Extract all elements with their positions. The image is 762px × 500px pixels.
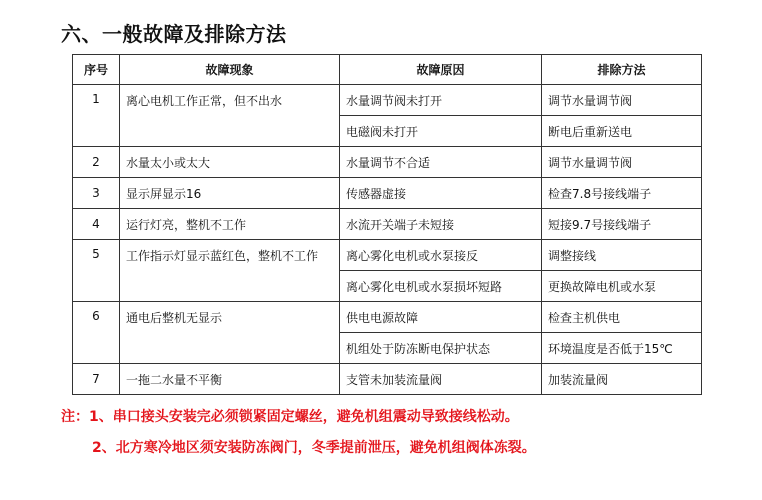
table-row (73, 302, 702, 333)
page-title: 六、一般故障及排除方法 (61, 22, 287, 46)
row-fix: 检查7.8号接线端子 (542, 178, 702, 209)
row-cause: 支管未加装流量阀 (340, 364, 542, 395)
row-symptom: 工作指示灯显示蓝红色，整机不工作 (120, 240, 340, 302)
row-cause: 水量调节不合适 (340, 147, 542, 178)
row-symptom: 水量太小或太大 (120, 147, 340, 178)
row-fix: 环境温度是否低于15℃ (542, 333, 702, 364)
row-no: 2 (73, 147, 120, 178)
row-cause: 传感器虚接 (340, 178, 542, 209)
row-symptom: 显示屏显示16 (120, 178, 340, 209)
row-symptom: 离心电机工作正常，但不出水 (120, 85, 340, 147)
row-cause: 离心雾化电机或水泵损坏短路 (340, 271, 542, 302)
table-row (73, 209, 702, 240)
row-no: 3 (73, 178, 120, 209)
header-cause: 故障原因 (340, 55, 542, 85)
note-1: 注：1、串口接头安装完必须锁紧固定螺丝，避免机组震动导致接线松动。 (61, 409, 519, 425)
row-fix: 加装流量阀 (542, 364, 702, 395)
row-no: 5 (73, 240, 120, 302)
row-fix: 短接9.7号接线端子 (542, 209, 702, 240)
row-cause: 电磁阀未打开 (340, 116, 542, 147)
row-fix: 调节水量调节阀 (542, 147, 702, 178)
table-row (73, 364, 702, 395)
header-fix: 排除方法 (542, 55, 702, 85)
header-no: 序号 (73, 55, 120, 85)
table-header-row (73, 55, 702, 85)
row-fix: 检查主机供电 (542, 302, 702, 333)
table-row (73, 147, 702, 178)
row-fix: 更换故障电机或水泵 (542, 271, 702, 302)
row-fix: 调节水量调节阀 (542, 85, 702, 116)
row-no: 7 (73, 364, 120, 395)
row-symptom: 一拖二水量不平衡 (120, 364, 340, 395)
row-cause: 水流开关端子未短接 (340, 209, 542, 240)
row-cause: 水量调节阀未打开 (340, 85, 542, 116)
table-row (73, 178, 702, 209)
row-no: 4 (73, 209, 120, 240)
table-row (73, 85, 702, 116)
note-2: 2、北方寒冷地区须安装防冻阀门，冬季提前泄压，避免机组阀体冻裂。 (92, 440, 536, 456)
row-no: 1 (73, 85, 120, 147)
row-fix: 调整接线 (542, 240, 702, 271)
header-symptom: 故障现象 (120, 55, 340, 85)
row-cause: 离心雾化电机或水泵接反 (340, 240, 542, 271)
row-fix: 断电后重新送电 (542, 116, 702, 147)
row-symptom: 通电后整机无显示 (120, 302, 340, 364)
row-cause: 供电电源故障 (340, 302, 542, 333)
row-cause: 机组处于防冻断电保护状态 (340, 333, 542, 364)
table-row (73, 240, 702, 271)
fault-table (72, 54, 702, 395)
row-no: 6 (73, 302, 120, 364)
row-symptom: 运行灯亮，整机不工作 (120, 209, 340, 240)
